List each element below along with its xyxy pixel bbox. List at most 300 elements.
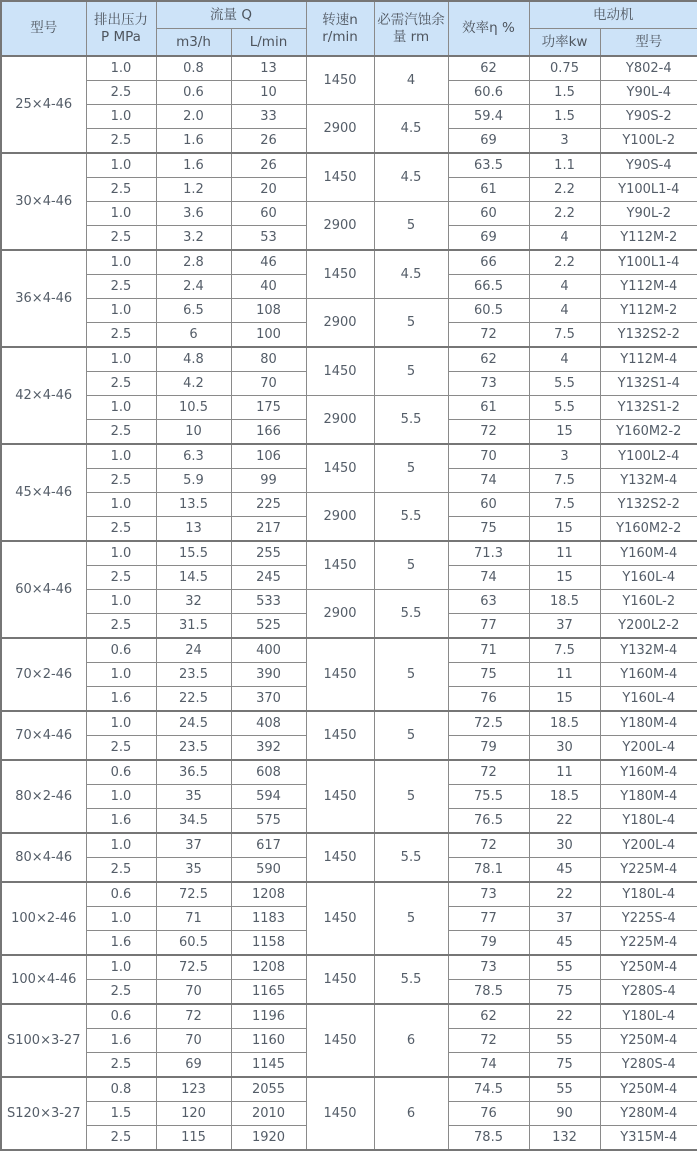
flow-lmin-cell: 100	[231, 323, 306, 348]
npsh-cell: 6	[374, 1004, 448, 1077]
flow-m3h-cell: 13	[156, 517, 231, 542]
efficiency-cell: 62	[448, 1004, 529, 1029]
header-flow-label: 流量 Q	[210, 6, 252, 23]
power-cell: 1.5	[529, 105, 600, 129]
flow-lmin-cell: 245	[231, 566, 306, 590]
motor-model-cell: Y160M-4	[600, 541, 697, 566]
header-npsh-line2: 量 rm	[392, 28, 430, 45]
motor-model-cell: Y250M-4	[600, 1077, 697, 1102]
header-flow-m3h: m3/h	[156, 29, 231, 57]
flow-lmin-cell: 2010	[231, 1102, 306, 1126]
flow-m3h-cell: 3.2	[156, 226, 231, 251]
flow-m3h-cell: 6.3	[156, 444, 231, 469]
motor-model-cell: Y90S-2	[600, 105, 697, 129]
flow-lmin-cell: 2055	[231, 1077, 306, 1102]
motor-model-cell: Y100L1-4	[600, 250, 697, 275]
motor-model-cell: Y160M-4	[600, 663, 697, 687]
efficiency-cell: 78.5	[448, 1126, 529, 1151]
spec-row	[1, 250, 697, 275]
header-model	[1, 1, 86, 56]
motor-model-cell: Y280S-4	[600, 980, 697, 1005]
power-cell: 22	[529, 1004, 600, 1029]
motor-model-cell: Y112M-4	[600, 347, 697, 372]
efficiency-cell: 78.5	[448, 980, 529, 1005]
flow-m3h-cell: 10	[156, 420, 231, 445]
power-cell: 4	[529, 226, 600, 251]
efficiency-cell: 72	[448, 420, 529, 445]
flow-m3h-cell: 6.5	[156, 299, 231, 323]
power-cell: 1.1	[529, 153, 600, 178]
flow-lmin-cell: 166	[231, 420, 306, 445]
motor-model-cell: Y160L-4	[600, 566, 697, 590]
flow-m3h-cell: 71	[156, 907, 231, 931]
flow-lmin-cell: 70	[231, 372, 306, 396]
flow-m3h-cell: 36.5	[156, 760, 231, 785]
spec-row	[1, 153, 697, 178]
speed-cell: 2900	[306, 299, 374, 348]
spec-row	[1, 493, 697, 517]
flow-lmin-cell: 1920	[231, 1126, 306, 1151]
efficiency-cell: 74	[448, 566, 529, 590]
power-cell: 90	[529, 1102, 600, 1126]
flow-m3h-cell: 2.0	[156, 105, 231, 129]
model-cell: 25×4-46	[1, 56, 86, 153]
model-cell: 70×4-46	[1, 711, 86, 760]
efficiency-cell: 73	[448, 882, 529, 907]
npsh-cell: 5	[374, 541, 448, 590]
power-cell: 2.2	[529, 178, 600, 202]
flow-m3h-cell: 115	[156, 1126, 231, 1151]
flow-lmin-cell: 33	[231, 105, 306, 129]
flow-lmin-cell: 175	[231, 396, 306, 420]
flow-lmin-cell: 1208	[231, 955, 306, 980]
efficiency-cell: 72	[448, 760, 529, 785]
efficiency-cell: 76	[448, 687, 529, 712]
flow-lmin-cell: 1196	[231, 1004, 306, 1029]
efficiency-cell: 72	[448, 833, 529, 858]
pressure-cell: 2.5	[86, 566, 156, 590]
pressure-cell: 1.6	[86, 1029, 156, 1053]
motor-model-cell: Y200L-4	[600, 736, 697, 761]
flow-lmin-cell: 590	[231, 858, 306, 883]
motor-model-cell: Y100L-2	[600, 129, 697, 154]
header-pressure-line2: P MPa	[101, 28, 141, 45]
speed-cell: 1450	[306, 153, 374, 202]
speed-cell: 1450	[306, 1077, 374, 1150]
power-cell: 45	[529, 858, 600, 883]
pressure-cell: 0.6	[86, 760, 156, 785]
efficiency-cell: 76	[448, 1102, 529, 1126]
power-cell: 7.5	[529, 469, 600, 493]
power-cell: 75	[529, 980, 600, 1005]
header-motor	[529, 1, 697, 29]
efficiency-cell: 72	[448, 1029, 529, 1053]
pressure-cell: 1.0	[86, 299, 156, 323]
flow-m3h-cell: 70	[156, 1029, 231, 1053]
pressure-cell: 1.6	[86, 809, 156, 834]
flow-lmin-cell: 1160	[231, 1029, 306, 1053]
flow-m3h-cell: 123	[156, 1077, 231, 1102]
pressure-cell: 2.5	[86, 129, 156, 154]
npsh-cell: 5	[374, 638, 448, 711]
power-cell: 55	[529, 1077, 600, 1102]
motor-model-cell: Y180M-4	[600, 785, 697, 809]
npsh-cell: 5	[374, 347, 448, 396]
flow-lmin-cell: 60	[231, 202, 306, 226]
motor-model-cell: Y180L-4	[600, 1004, 697, 1029]
model-cell: S120×3-27	[1, 1077, 86, 1150]
flow-lmin-cell: 106	[231, 444, 306, 469]
motor-model-cell: Y132M-4	[600, 469, 697, 493]
spec-row	[1, 299, 697, 323]
flow-m3h-cell: 60.5	[156, 931, 231, 956]
spec-row	[1, 444, 697, 469]
power-cell: 4	[529, 347, 600, 372]
efficiency-cell: 73	[448, 955, 529, 980]
flow-m3h-cell: 10.5	[156, 396, 231, 420]
power-cell: 30	[529, 736, 600, 761]
power-cell: 18.5	[529, 590, 600, 614]
pressure-cell: 2.5	[86, 614, 156, 639]
model-cell: 100×2-46	[1, 882, 86, 955]
speed-cell: 1450	[306, 711, 374, 760]
efficiency-cell: 63.5	[448, 153, 529, 178]
pressure-cell: 1.0	[86, 444, 156, 469]
motor-model-cell: Y132M-4	[600, 638, 697, 663]
npsh-cell: 4.5	[374, 153, 448, 202]
flow-m3h-cell: 1.6	[156, 153, 231, 178]
power-cell: 2.2	[529, 250, 600, 275]
power-cell: 22	[529, 809, 600, 834]
motor-model-cell: Y100L1-4	[600, 178, 697, 202]
motor-model-cell: Y802-4	[600, 56, 697, 81]
speed-cell: 1450	[306, 1004, 374, 1077]
pressure-cell: 0.6	[86, 1004, 156, 1029]
motor-model-cell: Y180L-4	[600, 882, 697, 907]
flow-lmin-cell: 10	[231, 81, 306, 105]
pressure-cell: 1.0	[86, 590, 156, 614]
spec-row	[1, 541, 697, 566]
motor-model-cell: Y160L-4	[600, 687, 697, 712]
spec-row	[1, 396, 697, 420]
motor-model-cell: Y112M-4	[600, 275, 697, 299]
spec-row	[1, 1077, 697, 1102]
pressure-cell: 0.6	[86, 638, 156, 663]
pressure-cell: 0.8	[86, 1077, 156, 1102]
power-cell: 15	[529, 687, 600, 712]
power-cell: 22	[529, 882, 600, 907]
power-cell: 15	[529, 566, 600, 590]
motor-model-cell: Y225S-4	[600, 907, 697, 931]
efficiency-cell: 66.5	[448, 275, 529, 299]
model-cell: 36×4-46	[1, 250, 86, 347]
motor-model-cell: Y160M-4	[600, 760, 697, 785]
flow-lmin-cell: 108	[231, 299, 306, 323]
header-motor-label: 电动机	[593, 6, 634, 23]
power-cell: 37	[529, 614, 600, 639]
efficiency-cell: 71	[448, 638, 529, 663]
pressure-cell: 1.0	[86, 202, 156, 226]
motor-model-cell: Y112M-2	[600, 299, 697, 323]
motor-model-cell: Y132S2-2	[600, 323, 697, 348]
npsh-cell: 6	[374, 1077, 448, 1150]
pressure-cell: 1.0	[86, 711, 156, 736]
speed-cell: 1450	[306, 955, 374, 1004]
flow-m3h-cell: 34.5	[156, 809, 231, 834]
flow-lmin-cell: 40	[231, 275, 306, 299]
power-cell: 11	[529, 760, 600, 785]
spec-row	[1, 882, 697, 907]
efficiency-cell: 72.5	[448, 711, 529, 736]
power-cell: 0.75	[529, 56, 600, 81]
flow-m3h-cell: 24.5	[156, 711, 231, 736]
pressure-cell: 1.6	[86, 687, 156, 712]
flow-m3h-cell: 70	[156, 980, 231, 1005]
power-cell: 1.5	[529, 81, 600, 105]
flow-m3h-cell: 23.5	[156, 663, 231, 687]
power-cell: 3	[529, 444, 600, 469]
flow-m3h-cell: 0.6	[156, 81, 231, 105]
spec-row	[1, 105, 697, 129]
power-cell: 55	[529, 955, 600, 980]
flow-m3h-cell: 1.6	[156, 129, 231, 154]
motor-model-cell: Y160M2-2	[600, 517, 697, 542]
flow-m3h-cell: 1.2	[156, 178, 231, 202]
motor-model-cell: Y90L-4	[600, 81, 697, 105]
speed-cell: 2900	[306, 590, 374, 639]
pressure-cell: 2.5	[86, 178, 156, 202]
spec-row	[1, 760, 697, 785]
efficiency-cell: 70	[448, 444, 529, 469]
motor-model-cell: Y280M-4	[600, 1102, 697, 1126]
pressure-cell: 1.0	[86, 493, 156, 517]
speed-cell: 1450	[306, 833, 374, 882]
spec-table-body	[1, 56, 697, 1150]
header-speed-line2: r/min	[322, 28, 358, 45]
motor-model-cell: Y180L-4	[600, 809, 697, 834]
flow-lmin-cell: 617	[231, 833, 306, 858]
power-cell: 7.5	[529, 638, 600, 663]
speed-cell: 2900	[306, 493, 374, 542]
pressure-cell: 2.5	[86, 275, 156, 299]
flow-m3h-cell: 72	[156, 1004, 231, 1029]
speed-cell: 1450	[306, 56, 374, 105]
flow-m3h-cell: 13.5	[156, 493, 231, 517]
power-cell: 55	[529, 1029, 600, 1053]
motor-model-cell: Y200L2-2	[600, 614, 697, 639]
pressure-cell: 1.0	[86, 541, 156, 566]
motor-model-cell: Y250M-4	[600, 1029, 697, 1053]
power-cell: 7.5	[529, 493, 600, 517]
motor-model-cell: Y180M-4	[600, 711, 697, 736]
speed-cell: 2900	[306, 396, 374, 445]
power-cell: 132	[529, 1126, 600, 1151]
flow-m3h-cell: 4.8	[156, 347, 231, 372]
efficiency-cell: 75.5	[448, 785, 529, 809]
power-cell: 4	[529, 275, 600, 299]
efficiency-cell: 60	[448, 202, 529, 226]
flow-lmin-cell: 594	[231, 785, 306, 809]
motor-model-cell: Y160M2-2	[600, 420, 697, 445]
speed-cell: 1450	[306, 760, 374, 833]
header-npsh	[374, 1, 448, 56]
motor-model-cell: Y90L-2	[600, 202, 697, 226]
flow-m3h-cell: 69	[156, 1053, 231, 1078]
efficiency-cell: 69	[448, 226, 529, 251]
pressure-cell: 2.5	[86, 469, 156, 493]
model-cell: 80×2-46	[1, 760, 86, 833]
speed-cell: 1450	[306, 541, 374, 590]
efficiency-cell: 61	[448, 396, 529, 420]
power-cell: 75	[529, 1053, 600, 1078]
flow-m3h-cell: 23.5	[156, 736, 231, 761]
flow-lmin-cell: 26	[231, 153, 306, 178]
header-flow	[156, 1, 306, 29]
flow-m3h-cell: 0.8	[156, 56, 231, 81]
flow-lmin-cell: 1145	[231, 1053, 306, 1078]
flow-m3h-cell: 2.4	[156, 275, 231, 299]
power-cell: 18.5	[529, 711, 600, 736]
power-cell: 30	[529, 833, 600, 858]
efficiency-cell: 79	[448, 931, 529, 956]
motor-model-cell: Y112M-2	[600, 226, 697, 251]
spec-row	[1, 202, 697, 226]
header-motor-power: 功率kw	[529, 29, 600, 57]
efficiency-cell: 69	[448, 129, 529, 154]
motor-model-cell: Y132S2-2	[600, 493, 697, 517]
npsh-cell: 5	[374, 760, 448, 833]
model-cell: 60×4-46	[1, 541, 86, 638]
efficiency-cell: 61	[448, 178, 529, 202]
power-cell: 15	[529, 517, 600, 542]
header-npsh-line1: 必需汽蚀余	[377, 11, 445, 28]
motor-model-cell: Y90S-4	[600, 153, 697, 178]
flow-lmin-cell: 20	[231, 178, 306, 202]
flow-lmin-cell: 392	[231, 736, 306, 761]
flow-lmin-cell: 575	[231, 809, 306, 834]
spec-row	[1, 590, 697, 614]
pressure-cell: 1.6	[86, 931, 156, 956]
speed-cell: 1450	[306, 250, 374, 299]
flow-m3h-cell: 15.5	[156, 541, 231, 566]
efficiency-cell: 76.5	[448, 809, 529, 834]
power-cell: 2.2	[529, 202, 600, 226]
pressure-cell: 2.5	[86, 1053, 156, 1078]
flow-lmin-cell: 13	[231, 56, 306, 81]
flow-m3h-cell: 14.5	[156, 566, 231, 590]
header-pressure-line1: 排出压力	[94, 11, 148, 28]
header-flow-lmin: L/min	[231, 29, 306, 57]
efficiency-cell: 62	[448, 56, 529, 81]
pressure-cell: 1.0	[86, 785, 156, 809]
efficiency-cell: 66	[448, 250, 529, 275]
flow-m3h-cell: 3.6	[156, 202, 231, 226]
pressure-cell: 1.5	[86, 1102, 156, 1126]
pressure-cell: 1.0	[86, 907, 156, 931]
flow-m3h-cell: 72.5	[156, 882, 231, 907]
power-cell: 5.5	[529, 372, 600, 396]
npsh-cell: 5.5	[374, 833, 448, 882]
pressure-cell: 1.0	[86, 153, 156, 178]
flow-lmin-cell: 46	[231, 250, 306, 275]
pressure-cell: 1.0	[86, 955, 156, 980]
npsh-cell: 5.5	[374, 493, 448, 542]
flow-lmin-cell: 1183	[231, 907, 306, 931]
flow-m3h-cell: 22.5	[156, 687, 231, 712]
flow-lmin-cell: 370	[231, 687, 306, 712]
npsh-cell: 5	[374, 444, 448, 493]
spec-row	[1, 347, 697, 372]
table-header	[1, 1, 697, 56]
header-model-label: 型号	[30, 20, 58, 37]
efficiency-cell: 75	[448, 663, 529, 687]
npsh-cell: 5.5	[374, 590, 448, 639]
flow-lmin-cell: 408	[231, 711, 306, 736]
pressure-cell: 2.5	[86, 517, 156, 542]
power-cell: 3	[529, 129, 600, 154]
npsh-cell: 5	[374, 882, 448, 955]
flow-lmin-cell: 1158	[231, 931, 306, 956]
power-cell: 37	[529, 907, 600, 931]
pressure-cell: 1.0	[86, 396, 156, 420]
header-efficiency	[448, 1, 529, 56]
pressure-cell: 2.5	[86, 736, 156, 761]
efficiency-cell: 59.4	[448, 105, 529, 129]
header-motor-model: 型号	[600, 29, 697, 57]
efficiency-cell: 60.6	[448, 81, 529, 105]
flow-lmin-cell: 80	[231, 347, 306, 372]
flow-lmin-cell: 99	[231, 469, 306, 493]
efficiency-cell: 74	[448, 1053, 529, 1078]
speed-cell: 2900	[306, 202, 374, 251]
efficiency-cell: 71.3	[448, 541, 529, 566]
efficiency-cell: 79	[448, 736, 529, 761]
flow-m3h-cell: 31.5	[156, 614, 231, 639]
flow-m3h-cell: 2.8	[156, 250, 231, 275]
efficiency-cell: 63	[448, 590, 529, 614]
speed-cell: 1450	[306, 882, 374, 955]
npsh-cell: 5	[374, 711, 448, 760]
power-cell: 15	[529, 420, 600, 445]
motor-model-cell: Y280S-4	[600, 1053, 697, 1078]
flow-m3h-cell: 6	[156, 323, 231, 348]
flow-lmin-cell: 1208	[231, 882, 306, 907]
header-pressure	[86, 1, 156, 56]
motor-model-cell: Y132S1-2	[600, 396, 697, 420]
speed-cell: 1450	[306, 638, 374, 711]
flow-lmin-cell: 608	[231, 760, 306, 785]
model-cell: 100×4-46	[1, 955, 86, 1004]
efficiency-cell: 77	[448, 614, 529, 639]
pressure-cell: 2.5	[86, 81, 156, 105]
efficiency-cell: 77	[448, 907, 529, 931]
pressure-cell: 1.0	[86, 347, 156, 372]
spec-row	[1, 1004, 697, 1029]
npsh-cell: 4.5	[374, 105, 448, 154]
flow-lmin-cell: 225	[231, 493, 306, 517]
flow-lmin-cell: 1165	[231, 980, 306, 1005]
flow-lmin-cell: 255	[231, 541, 306, 566]
flow-lmin-cell: 400	[231, 638, 306, 663]
power-cell: 18.5	[529, 785, 600, 809]
power-cell: 4	[529, 299, 600, 323]
power-cell: 11	[529, 663, 600, 687]
flow-m3h-cell: 35	[156, 785, 231, 809]
pressure-cell: 2.5	[86, 226, 156, 251]
efficiency-cell: 78.1	[448, 858, 529, 883]
model-cell: 42×4-46	[1, 347, 86, 444]
flow-m3h-cell: 37	[156, 833, 231, 858]
